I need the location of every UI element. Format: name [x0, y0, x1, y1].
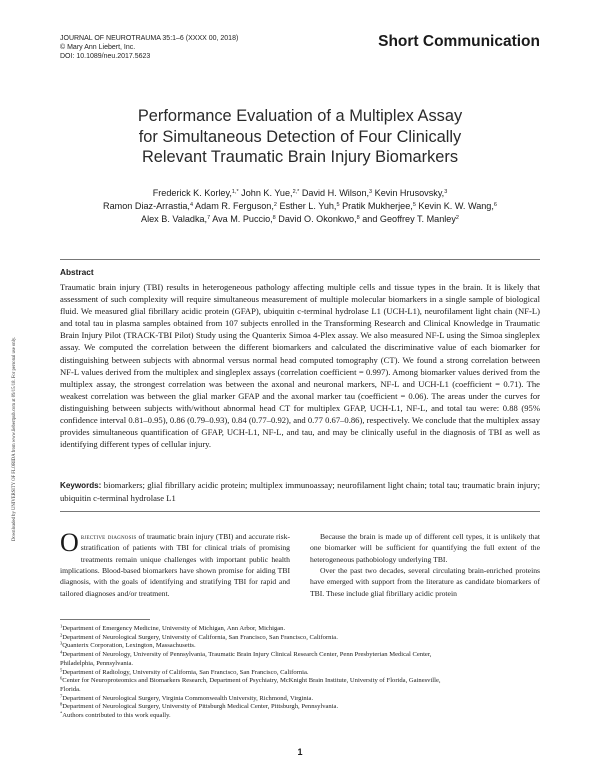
article-title	[80, 106, 520, 168]
author-affiliation-mark: 6	[493, 201, 497, 208]
footnote-text: Philadelphia, Pennsylvania.	[60, 659, 134, 667]
author-list	[60, 187, 540, 225]
footnote-text: Quanterix Corporation, Lexington, Massachusetts.	[62, 642, 196, 650]
author-affiliation-mark: 5	[412, 201, 416, 208]
author-name: Ramon Diaz-Arrastia,	[103, 200, 190, 211]
body-paragraph: Because the brain is made up of different cell types, it is unlikely that one biomarker will be sufficient for quantifying the full extent of the heterogeneous pathobiology underlying TBI.	[310, 532, 540, 564]
author-name: Esther L. Yuh,	[279, 200, 337, 211]
author-line	[60, 213, 540, 226]
body-paragraph: Over the past two decades, several circulating brain-enriched proteins have emerged with support from the literature as candidate biomarkers of TBI. These include glial fibrillary acidic protein	[310, 566, 540, 598]
author-affiliation-mark: 2	[455, 214, 459, 221]
author-affiliation-mark: 3	[444, 189, 448, 195]
author-affiliation-mark: 8	[272, 214, 276, 221]
footnote-text: Authors contributed to this work equally.	[62, 712, 171, 720]
footnote	[60, 625, 540, 634]
footnote-mark: 2	[60, 632, 63, 638]
author-name: David O. Okonkwo,	[278, 213, 357, 224]
footnote	[60, 686, 540, 695]
footnote-mark: 1	[60, 623, 63, 629]
abstract-bottom-rule	[60, 511, 540, 512]
body-paragraph: of traumatic brain injury (TBI) and accurate risk-stratification of patients with TBI for clinical trials of promising treatments remain unique challenges with important public health implications. Blood-based biomarkers have shown promise for aiding TBI diagnosis, with the goals of identifying and stratifying TBI for rapid and tailored diagnoses and/or treatment.	[60, 532, 290, 598]
author-affiliation-mark: 5	[336, 201, 340, 208]
download-note-text: Downloaded by UNIVERSITY OF FLORIDA from www.liebertpub.com at 09/15/18. For personal use only.	[12, 336, 17, 541]
footnote	[60, 642, 540, 651]
footnote	[60, 660, 540, 669]
keywords-text: biomarkers; glial fibrillary acidic protein; multiplex immunoassay; neurofilament light chain; total tau; traumatic brain injury; ubiquitin c-terminal hydrolase L1	[60, 480, 540, 504]
footnote-text: Department of Neurology, University of Pennsylvania, Traumatic Brain Injury Clinical Research Center, Penn Presbyterian Medical Center,	[62, 651, 432, 659]
author-affiliation-mark: 3	[369, 189, 373, 195]
author-affiliation-mark: 4	[189, 201, 194, 208]
footnote-mark: 4	[60, 649, 63, 655]
footnote-text: Florida.	[60, 685, 81, 693]
abstract-text: Traumatic brain injury (TBI) results in heterogeneous pathology affecting multiple cells and tissue types in the brain. It is likely that assessment of such complexity will require simultaneous measurement of multiple molecular biomarkers in a single sample of biological fluid. We measured glial fibrillary acidic protein (GFAP), ubiquitin c-terminal hydrolase L1 (UCH-L1), neurofilament light chain (NF-L) and total tau in plasma samples obtained from 107 subjects enrolled in the Transforming Research and Clinical Knowledge in Traumatic Brain Injury Pilot (TRACK-TBI Pilot) Study using the Quanterix Simoa 4-Plex assay. We also measured NF-L using the Simoa singleplex assay. We computed the correlation between the different biomarkers and calculated the discriminative value of each biomarker for distinguishing between subjects with abnormal versus normal head computed tomography (CT). We found a strong correlation between NF-L values derived from the multiplex and singleplex assays (correlation coefficient = 0.997). Among biomarker values derived from the multiplex assay, the strongest correlation was between the axonal and neuronal markers, NF-L and UCH-L1 (coefficient = 0.71). The weakest correlation was between the glial marker GFAP and the axonal marker tau (coefficient = 0.06). The areas under the curves for distinguishing between subjects with/without abnormal head CT for multiplex GFAP, UCH-L1, NF-L, and total tau were: 0.88 (95% confidence interval 0.81–0.95), 0.86 (0.79–0.93), 0.84 (0.77–0.92), and 0.77 0.67–0.86), respectively. We conclude that the multiplex assay provides simultaneous quantification of GFAP, UCH-L1, NF-L, and tau, and may be clinically useful in the diagnosis of TBI as well as identifying different types of cellular injury.	[60, 282, 540, 450]
author-name: and Geoffrey T. Manley	[362, 213, 456, 224]
footnote-mark: 7	[60, 693, 63, 699]
footnote-text: Department of Emergency Medicine, University of Michigan, Ann Arbor, Michigan.	[62, 625, 286, 632]
author-affiliation-mark: 7	[207, 214, 211, 221]
title-line: Performance Evaluation of a Multiplex Assay	[137, 107, 463, 125]
author-name: Alex B. Valadka,	[141, 213, 208, 224]
body-column-left	[60, 528, 290, 599]
author-name: Frederick K. Korley,	[152, 188, 232, 198]
author-name: Kevin Hrusovsky,	[374, 188, 445, 198]
lead-smallcaps: bjective diagnosis	[80, 532, 137, 541]
footnote	[60, 712, 540, 721]
download-side-note	[11, 240, 23, 546]
title-line: for Simultaneous Detection of Four Clinically	[138, 127, 462, 146]
author-affiliation-mark: 2,*	[292, 189, 300, 195]
affiliation-footnotes	[60, 625, 540, 721]
keywords	[60, 479, 540, 504]
footnote	[60, 651, 540, 660]
footnote-mark: 5	[60, 667, 63, 673]
footnote-mark: 3	[60, 640, 63, 646]
footnote-mark: 6	[60, 675, 63, 681]
abstract-heading: Abstract	[60, 267, 94, 277]
keywords-label: Keywords:	[60, 481, 102, 490]
author-line	[60, 200, 540, 213]
copyright-line: © Mary Ann Liebert, Inc.	[60, 44, 136, 51]
author-name: Adam R. Ferguson,	[195, 200, 274, 211]
author-name: Pratik Mukherjee,	[342, 200, 413, 211]
author-affiliation-mark: 1,*	[231, 189, 239, 195]
author-affiliation-mark: 2	[273, 201, 277, 208]
journal-info	[60, 34, 238, 61]
article-type-label: Short Communication	[378, 33, 540, 50]
footnote-text: Department of Neurological Surgery, Virginia Commonwealth University, Richmond, Virginia.	[62, 694, 314, 702]
author-name: Ava M. Puccio,	[212, 213, 273, 224]
footnote-mark: *	[60, 710, 63, 716]
footnote-text: Department of Neurological Surgery, University of California, San Francisco, San Francisco, California.	[62, 633, 338, 641]
abstract-top-rule	[60, 259, 540, 260]
footnote-text: Department of Neurological Surgery, University of Pittsburgh Medical Center, Pittsburgh, Pennsylvania.	[62, 703, 339, 711]
footnote	[60, 677, 540, 686]
title-line: Relevant Traumatic Brain Injury Biomarkers	[141, 148, 459, 166]
page-number: 1	[297, 747, 303, 757]
doi-line: DOI: 10.1089/neu.2017.5623	[60, 53, 151, 60]
footnote-rule	[60, 619, 150, 620]
footnote	[60, 669, 540, 678]
body-column-right	[310, 531, 540, 599]
author-name: David H. Wilson,	[301, 188, 370, 198]
journal-citation: JOURNAL OF NEUROTRAUMA 35:1–6 (XXXX 00, 2018)	[60, 35, 239, 42]
footnote	[60, 703, 540, 712]
author-line	[60, 187, 540, 200]
footnote-text: Center for Neuroproteomics and Biomarkers Research, Department of Psychiatry, McKnight Brain Institute, University of Florida, Gainesville,	[62, 677, 441, 685]
author-affiliation-mark: 8	[356, 214, 360, 221]
footnote-mark: 8	[60, 701, 63, 707]
drop-cap: O	[60, 528, 79, 557]
author-name: John K. Yue,	[241, 188, 293, 198]
footnote-text: Department of Radiology, University of California, San Francisco, San Francisco, California.	[62, 668, 309, 676]
author-name: Kevin K. W. Wang,	[418, 200, 494, 211]
